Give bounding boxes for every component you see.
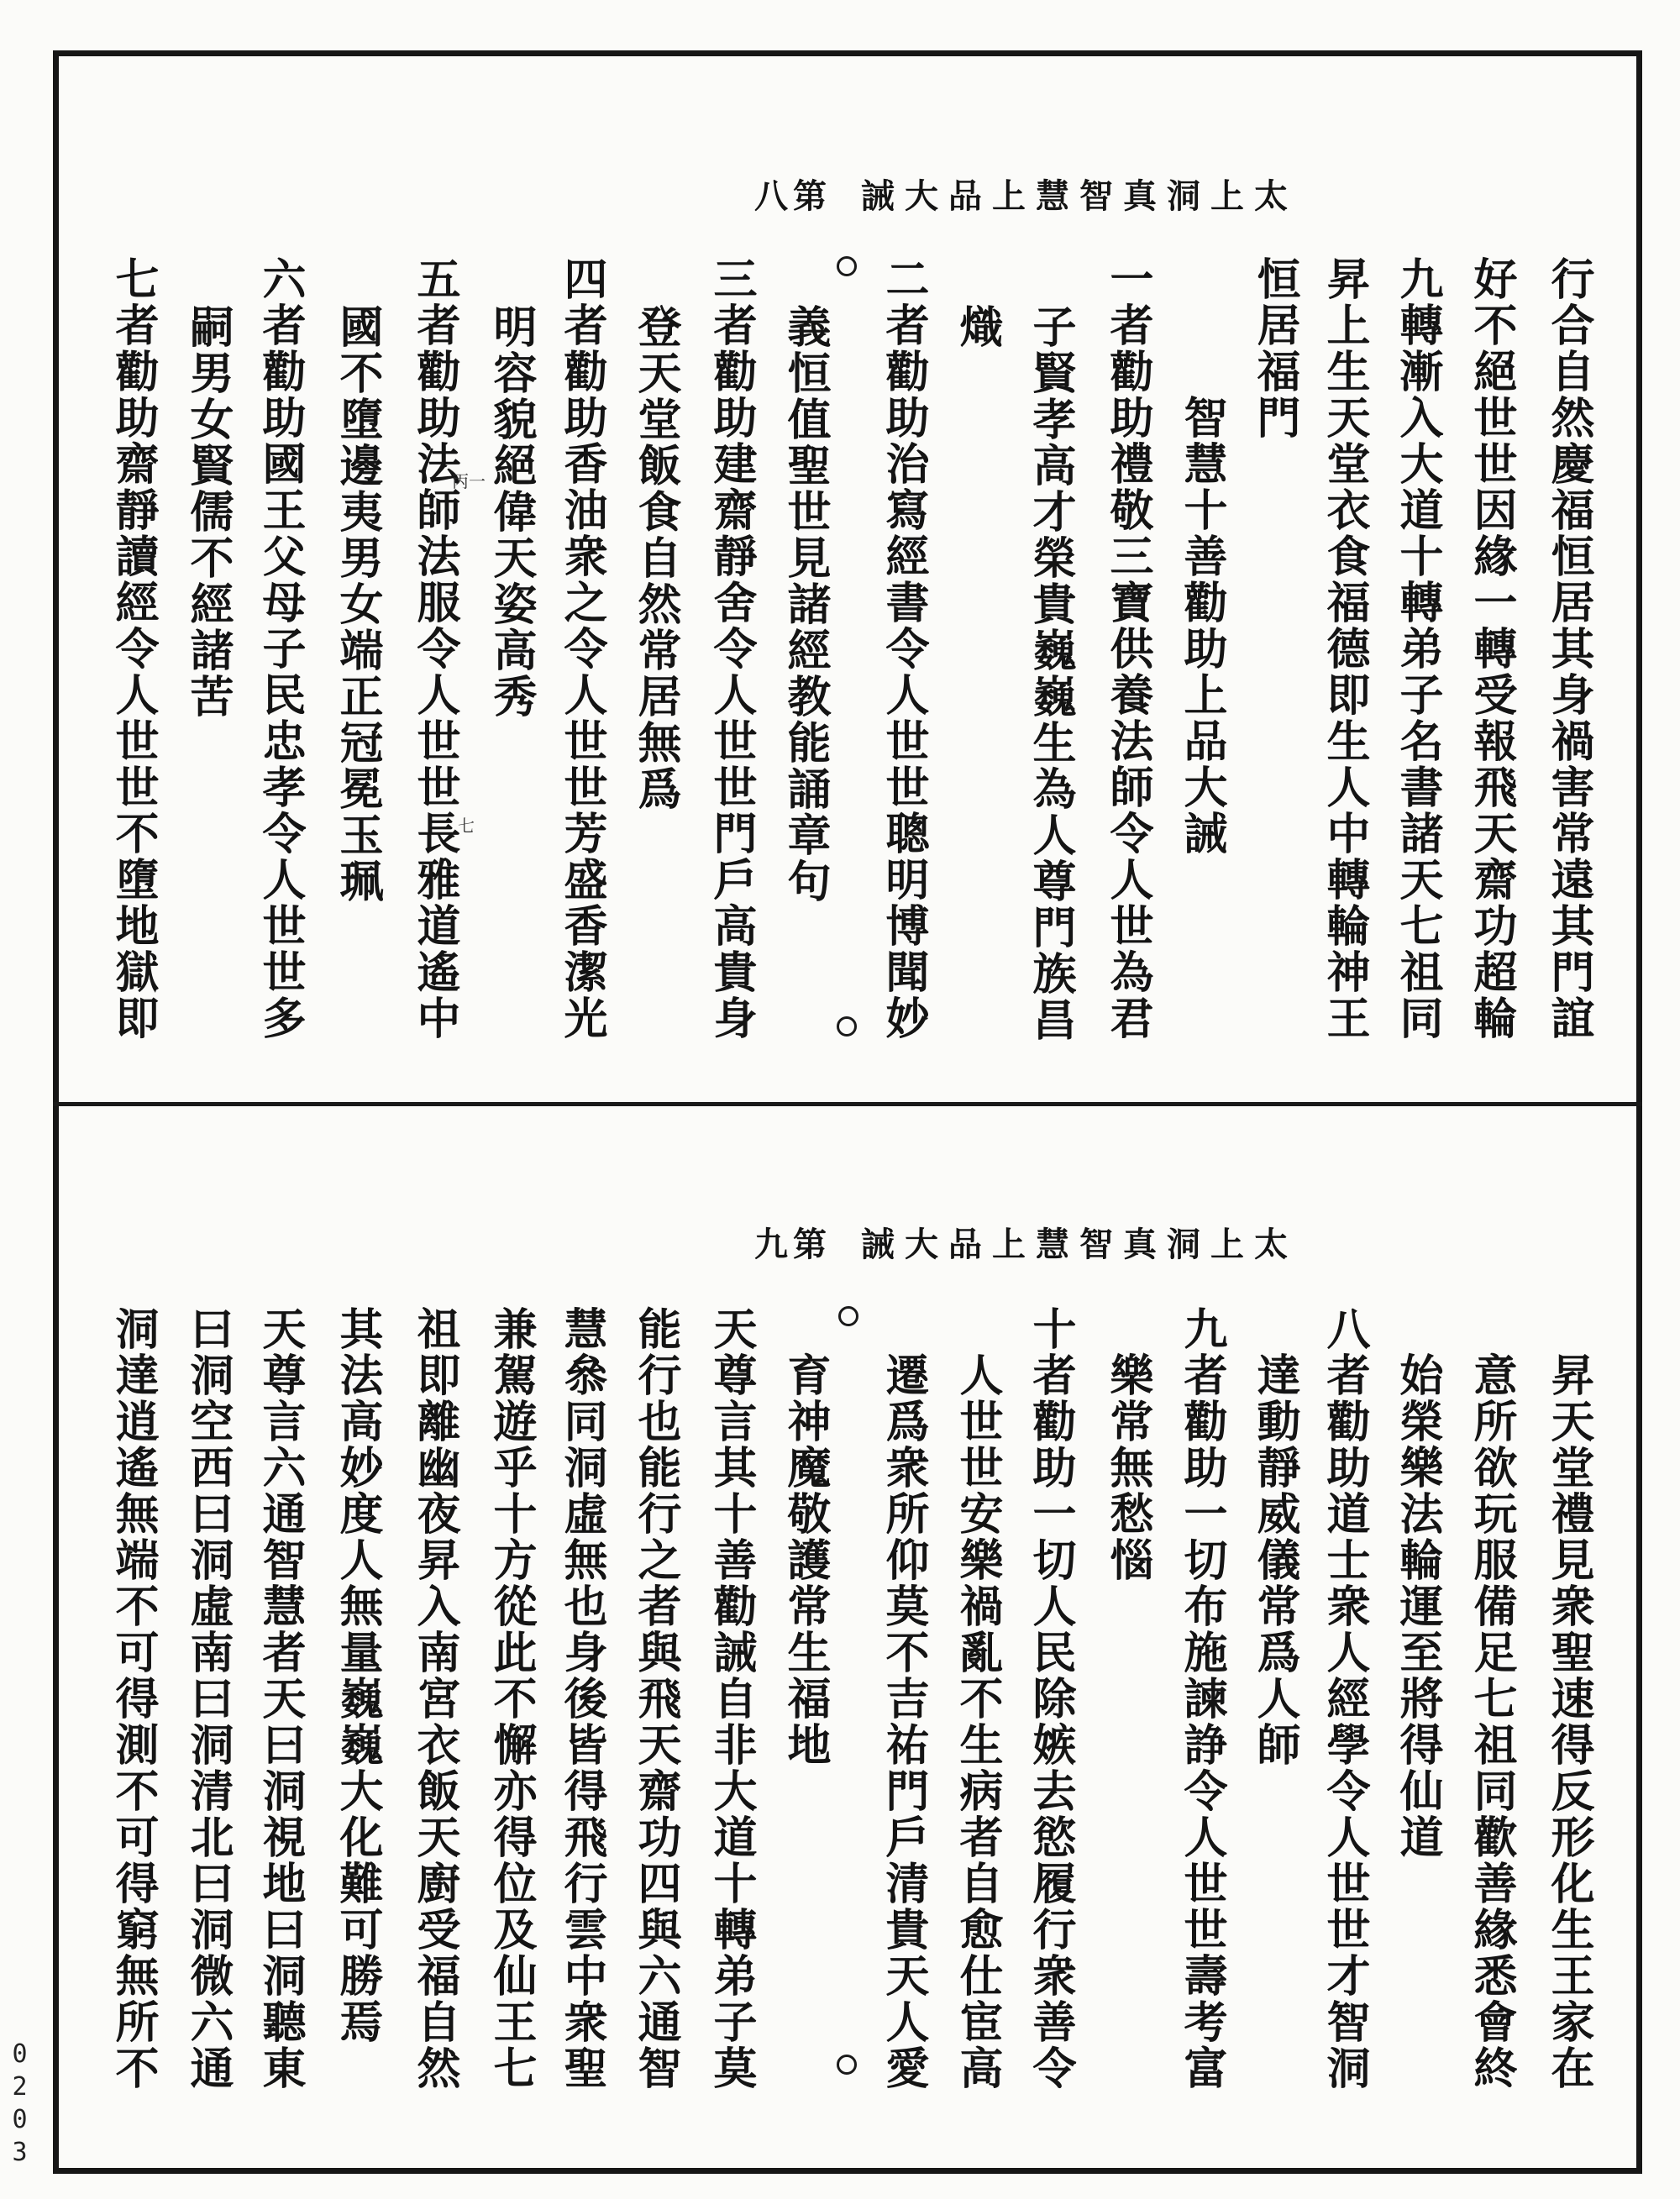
text-column: 四者勸助香油衆之令人世世芳盛香潔光 (556, 256, 607, 1042)
text-column: 慧叅同洞虛無也身後皆得飛行雲中衆聖 (556, 1306, 607, 2091)
text-column: 二者勸助治寫經書令人世世聰明博聞妙 (878, 256, 929, 1042)
text-column: 祖即離幽夜昇入南宮衣飯天廚受福自然 (409, 1306, 460, 2091)
text-column: 熾 (952, 304, 1003, 350)
text-column: 意所欲玩服備足七祖同歡善緣悉會終 (1466, 1352, 1517, 2091)
text-column: 其法高妙度人無量巍巍大化難可勝焉 (332, 1306, 383, 2045)
text-column: 達動靜威儀常爲人師 (1249, 1352, 1300, 1768)
circle-mark (837, 2055, 857, 2075)
section-number: 第九 (754, 1225, 832, 1264)
text-column: 兼駕遊乎十方從此不懈亦得位及仙王七 (486, 1306, 537, 2091)
text-column: 一者勸助禮敬三寶供養法師令人世為君 (1102, 256, 1153, 1042)
text-column: 八者勸助道士衆人經學令人世世才智洞 (1319, 1306, 1370, 2091)
text-column: 登天堂飯食自然常居無爲 (630, 304, 681, 812)
text-column: 能行也能行之者與飛天齋功四與六通智 (630, 1306, 681, 2091)
text-column: 人世世安樂禍亂不生病者自愈仕宦高 (952, 1352, 1003, 2091)
text-column: 行合自然慶福恒居其身禍害常遠其門誼 (1543, 256, 1594, 1042)
margin-annotation: 丙一 (452, 471, 486, 491)
circle-mark (838, 1306, 858, 1326)
text-column: 天尊言其十善勸誡自非大道十轉弟子莫 (706, 1306, 757, 2091)
text-column: 七者勸助齋靜讀經令人世世不墮地獄即 (108, 256, 159, 1042)
text-column: 嗣男女賢儒不經諸苦 (182, 304, 234, 720)
text-column: 明容貌絕偉天姿高秀 (486, 304, 537, 720)
text-column: 恒居福門 (1249, 256, 1300, 441)
text-column: 好不絕世世因緣一轉受報飛天齋功超輪 (1466, 256, 1517, 1042)
text-column: 洞達逍遙無端不可得測不可得窮無所不 (108, 1306, 159, 2091)
section-heading-column: 智慧十善勸助上品大誡 (1176, 395, 1227, 857)
text-column: 九轉漸入大道十轉弟子名書諸天七祖同 (1392, 256, 1443, 1042)
text-column: 曰洞空西曰洞虛南曰洞清北曰洞微六通 (182, 1306, 234, 2091)
text-column: 三者勸助建齋靜舍令人世世門戶高貴身 (706, 256, 757, 1042)
running-title: 太上洞真智慧上品大誡 (861, 1225, 1298, 1264)
text-column: 天尊言六通智慧者天曰洞視地曰洞聽東 (255, 1306, 306, 2091)
section-number: 第八 (754, 176, 832, 216)
text-column: 九者勸助一切布施諫諍令人世世壽考富 (1176, 1306, 1227, 2091)
text-column: 十者勸助一切人民除嫉去慾履行衆善令 (1025, 1306, 1076, 2091)
text-column: 國不墮邊夷男女端正冠冕玉珮 (332, 304, 383, 905)
text-column: 昇上生天堂衣食福德即生人中轉輪神王 (1319, 256, 1370, 1042)
text-column: 子賢孝高才榮貴巍巍生為人尊門族昌 (1025, 304, 1076, 1043)
text-column: 昇天堂禮見衆聖速得反形化生王家在 (1543, 1352, 1594, 2091)
text-column: 義恒值聖世見諸經教能誦章句 (780, 304, 831, 905)
page-number: 0203 (5, 2039, 34, 2170)
text-column: 六者勸助國王父母子民忠孝令人世世多 (255, 256, 306, 1042)
text-column: 始榮樂法輪運至將得仙道 (1392, 1352, 1443, 1860)
text-column: 五者勸助法師法服令人世世長雅道遙中 (409, 256, 460, 1042)
margin-annotation: 七 (458, 816, 475, 836)
text-column: 樂常無愁惱 (1102, 1352, 1153, 1583)
text-column: 育神魔敬護常生福地 (780, 1352, 831, 1768)
running-title: 太上洞真智慧上品大誡 (861, 176, 1298, 216)
text-column: 遷爲衆所仰莫不吉祐門戶清貴天人愛 (878, 1352, 929, 2091)
